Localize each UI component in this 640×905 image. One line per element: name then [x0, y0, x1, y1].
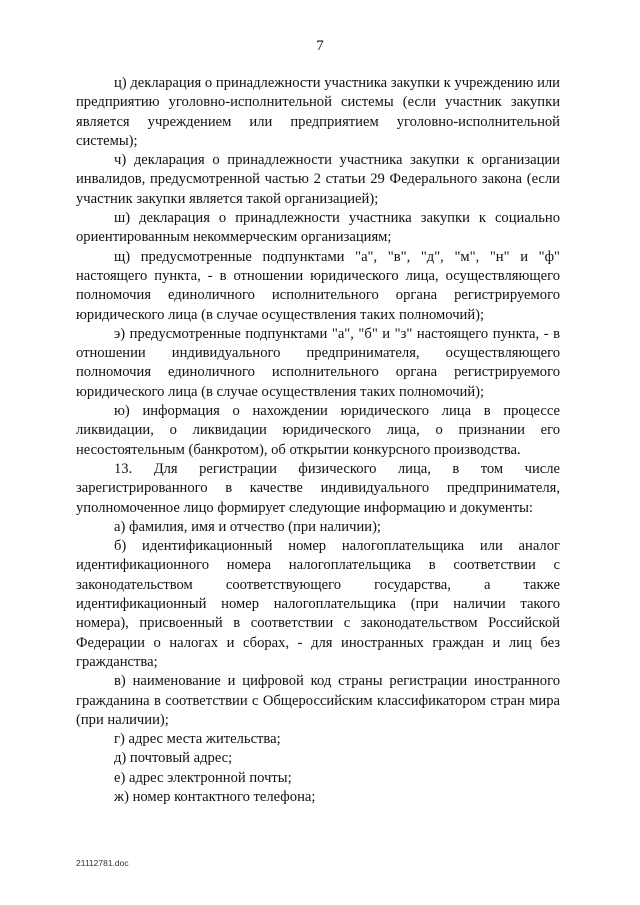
paragraph-ts: ц) декларация о принадлежности участника закупки к учреждению или предприятию уголовно-исполнительной системы (если участник закупки является учреждением или предприятием уголовно-исполнительной системы); [76, 75, 560, 149]
paragraph-a: а) фамилия, имя и отчество (при наличии); [114, 518, 381, 535]
paragraph-sh: ш) декларация о принадлежности участника закупки к социально ориентированным некоммерческим организациям; [76, 210, 560, 246]
page-number: 7 [316, 38, 324, 54]
paragraph-b: б) идентификационный номер налогоплательщика или аналог идентификационного номера налогоплательщика в соответствии с законодательством соответствующего государства, а также идентификационный номер налогоплательщика (при наличии такого номера), присвоенный в соответствии с законодательством Российской Федерации о налогах и сборах, - для иностранных граждан и лиц без гражданства; [76, 538, 560, 670]
paragraph-e: э) предусмотренные подпунктами "а", "б" и "з" настоящего пункта, - в отношении индивидуального предпринимателя, осуществляющего полномочия единоличного исполнительного органа регистрируемого юридического лица (в случае осуществления таких полномочий); [76, 325, 560, 400]
paragraph-v: в) наименование и цифровой код страны регистрации иностранного гражданина в соответствии с Общероссийским классификатором стран мира (при наличии); [76, 673, 560, 728]
paragraph-shch: щ) предусмотренные подпунктами "а", "в", "д", "м", "н" и "ф" настоящего пункта, - в отношении юридического лица, осуществляющего полномочия единоличного исполнительного органа регистрируемого юридического лица (в случае осуществления таких полномочий); [76, 248, 560, 323]
paragraph-13: 13. Для регистрации физического лица, в том числе зарегистрированного в качестве индивидуального предпринимателя, уполномоченное лицо формирует следующие информацию и документы: [76, 460, 560, 516]
paragraph-e2: е) адрес электронной почты; [114, 769, 292, 786]
paragraph-d: д) почтовый адрес; [114, 750, 233, 767]
paragraph-zh: ж) номер контактного телефона; [114, 788, 316, 805]
paragraph-g: г) адрес места жительства; [114, 731, 281, 748]
paragraph-ch: ч) декларация о принадлежности участника закупки к организации инвалидов, предусмотренной частью 2 статьи 29 Федерального закона (если участник закупки является такой организацией); [76, 152, 560, 207]
document-body [76, 74, 560, 807]
document-file-code: 21112781.doc [76, 858, 129, 868]
paragraph-yu: ю) информация о нахождении юридического лица в процессе ликвидации, о ликвидации юридического лица, о признании его несостоятельным (банкротом), об открытии конкурсного производства. [76, 403, 560, 458]
